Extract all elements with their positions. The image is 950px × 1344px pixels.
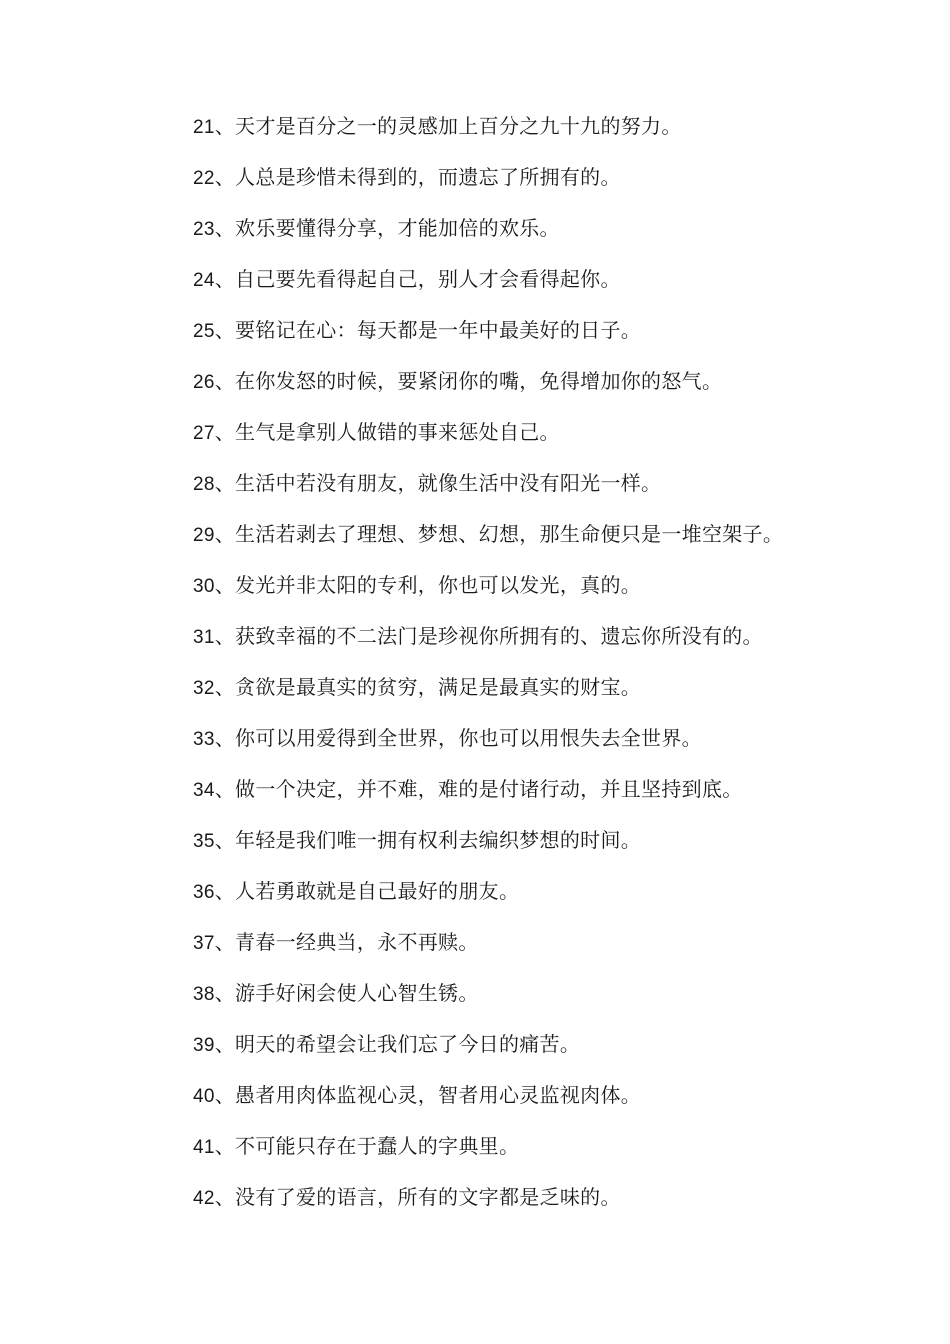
quote-number: 33 (193, 729, 215, 750)
quote-separator: 、 (214, 1083, 236, 1107)
quote-number: 40 (193, 1086, 215, 1107)
quote-number: 23 (193, 219, 215, 240)
quote-separator: 、 (214, 369, 236, 393)
quote-number: 22 (193, 168, 215, 189)
quote-line (143, 675, 823, 726)
quote-number: 32 (193, 678, 215, 699)
quote-line (143, 471, 823, 522)
quote-separator: 、 (214, 624, 236, 648)
quote-number: 39 (193, 1035, 215, 1056)
quote-number: 36 (193, 882, 215, 903)
quote-text: 欢乐要懂得分享，才能加倍的欢乐。 (235, 216, 560, 240)
quote-text: 做一个决定，并不难，难的是付诸行动，并且坚持到底。 (235, 777, 743, 801)
quote-text: 青春一经典当，永不再赎。 (235, 930, 479, 954)
quote-number: 25 (193, 321, 215, 342)
quote-number: 21 (193, 117, 215, 138)
quote-line (143, 1083, 823, 1134)
quote-text: 天才是百分之一的灵感加上百分之九十九的努力。 (235, 114, 682, 138)
quote-line (143, 930, 823, 981)
quote-number: 31 (193, 627, 215, 648)
quote-separator: 、 (214, 522, 236, 546)
quote-text: 游手好闲会使人心智生锈。 (235, 981, 479, 1005)
quote-text: 不可能只存在于蠢人的字典里。 (235, 1134, 520, 1158)
quote-line (143, 369, 823, 420)
quote-number: 24 (193, 270, 215, 291)
quote-line (143, 777, 823, 828)
quote-number: 26 (193, 372, 215, 393)
quote-line (143, 726, 823, 777)
quote-text: 自己要先看得起自己，别人才会看得起你。 (235, 267, 621, 291)
quote-line (143, 879, 823, 930)
quote-line (143, 165, 823, 216)
quote-text: 获致幸福的不二法门是珍视你所拥有的、遗忘你所没有的。 (235, 624, 763, 648)
quote-text: 生气是拿别人做错的事来惩处自己。 (235, 420, 560, 444)
quote-line (143, 981, 823, 1032)
quote-number: 38 (193, 984, 215, 1005)
quote-text: 贪欲是最真实的贫穷，满足是最真实的财宝。 (235, 675, 642, 699)
quote-line (143, 267, 823, 318)
quote-number: 37 (193, 933, 215, 954)
quote-separator: 、 (214, 216, 236, 240)
quote-separator: 、 (214, 981, 236, 1005)
quote-separator: 、 (214, 777, 236, 801)
quote-text: 年轻是我们唯一拥有权利去编织梦想的时间。 (235, 828, 642, 852)
quote-text: 人若勇敢就是自己最好的朋友。 (235, 879, 520, 903)
quote-separator: 、 (214, 165, 236, 189)
quote-line (143, 216, 823, 267)
quote-number: 41 (193, 1137, 215, 1158)
quote-separator: 、 (214, 573, 236, 597)
quote-text: 你可以用爱得到全世界，你也可以用恨失去全世界。 (235, 726, 702, 750)
quote-number: 28 (193, 474, 215, 495)
quote-separator: 、 (214, 675, 236, 699)
quote-number: 34 (193, 780, 215, 801)
quote-number: 29 (193, 525, 215, 546)
quote-separator: 、 (214, 267, 236, 291)
quote-line (143, 828, 823, 879)
quote-text: 没有了爱的语言，所有的文字都是乏味的。 (235, 1185, 621, 1209)
quote-separator: 、 (214, 1185, 236, 1209)
quote-line (143, 420, 823, 471)
quote-text: 愚者用肉体监视心灵，智者用心灵监视肉体。 (235, 1083, 642, 1107)
quote-line (143, 624, 823, 675)
quote-line (143, 114, 823, 165)
quote-separator: 、 (214, 1134, 236, 1158)
quote-separator: 、 (214, 1032, 236, 1056)
quote-text: 生活中若没有朋友，就像生活中没有阳光一样。 (235, 471, 662, 495)
quote-number: 42 (193, 1188, 215, 1209)
quote-separator: 、 (214, 471, 236, 495)
quote-line (143, 573, 823, 624)
quote-number: 27 (193, 423, 215, 444)
quote-number: 35 (193, 831, 215, 852)
quote-line (143, 1185, 823, 1236)
quote-text: 明天的希望会让我们忘了今日的痛苦。 (235, 1032, 581, 1056)
quote-line (143, 318, 823, 369)
document-body (143, 114, 823, 1236)
quote-line (143, 522, 823, 573)
quote-separator: 、 (214, 726, 236, 750)
quote-number: 30 (193, 576, 215, 597)
quote-separator: 、 (214, 318, 236, 342)
quote-separator: 、 (214, 828, 236, 852)
quote-separator: 、 (214, 879, 236, 903)
quote-separator: 、 (214, 114, 236, 138)
quote-separator: 、 (214, 420, 236, 444)
quote-text: 发光并非太阳的专利，你也可以发光，真的。 (235, 573, 642, 597)
quote-line (143, 1032, 823, 1083)
quote-separator: 、 (214, 930, 236, 954)
quote-text: 人总是珍惜未得到的，而遗忘了所拥有的。 (235, 165, 621, 189)
quote-text: 要铭记在心：每天都是一年中最美好的日子。 (235, 318, 642, 342)
quote-text: 在你发怒的时候，要紧闭你的嘴，免得增加你的怒气。 (235, 369, 723, 393)
quote-line (143, 1134, 823, 1185)
quote-text: 生活若剥去了理想、梦想、幻想，那生命便只是一堆空架子。 (235, 522, 784, 546)
